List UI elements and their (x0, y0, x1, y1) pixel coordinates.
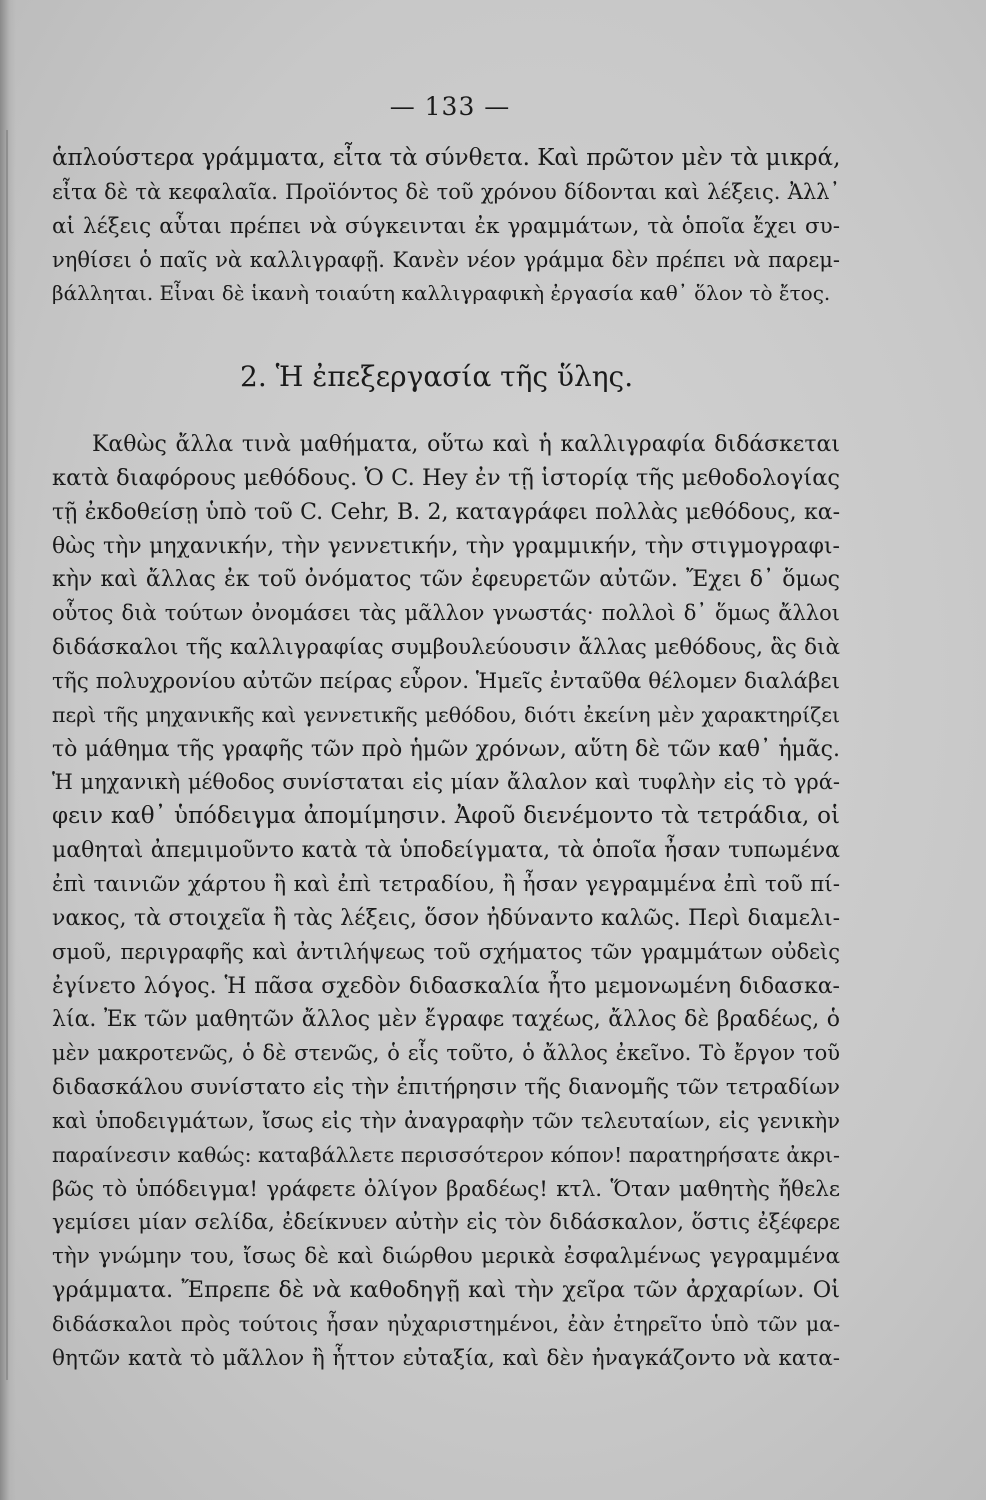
text-line: ἐπὶ ταινιῶν χάρτου ἢ καὶ ἐπὶ τετραδίου, ἢ ἦσαν γεγραμμένα ἐπὶ τοῦ πί- (52, 871, 840, 897)
text-line: τῇ ἐκδοθείσῃ ὑπὸ τοῦ C. Cehr, B. 2, καταγράφει πολλὰς μεθόδους, κα- (52, 499, 840, 525)
text-line: τῆς πολυχρονίου αὐτῶν πείρας εὗρον. Ἡμεῖς ἐνταῦθα θέλομεν διαλάβει (52, 668, 840, 694)
text-line: κατὰ διαφόρους μεθόδους. Ὁ C. Hey ἐν τῇ ἱστορίᾳ τῆς μεθοδολογίας (52, 464, 840, 491)
text-line: γράμματα. Ἔπρεπε δὲ νὰ καθοδηγῇ καὶ τὴν χεῖρα τῶν ἀρχαρίων. Οἱ (52, 1277, 840, 1304)
text-line: διδασκάλου συνίστατο εἰς τὴν ἐπιτήρησιν τῆς διανομῆς τῶν τετραδίων (52, 1075, 840, 1101)
text-line: θητῶν κατὰ τὸ μᾶλλον ἢ ἧττον εὐταξία, καὶ δὲν ἠναγκάζοντο νὰ κατα- (52, 1345, 840, 1371)
gutter-edge-line (6, 130, 8, 1380)
text-line: βῶς τὸ ὑπόδειγμα! γράφετε ὀλίγον βραδέως! κτλ. Ὅταν μαθητὴς ἤθελε (52, 1176, 840, 1202)
page-number: — 133 — (389, 92, 511, 121)
text-line: Καθὼς ἄλλα τινὰ μαθήματα, οὕτω καὶ ἡ καλλιγραφία διδάσκεται (92, 432, 840, 457)
section-heading: 2. Ἡ ἐπεξεργασία τῆς ὕλης. (240, 360, 634, 393)
text-line: τὴν γνώμην του, ἴσως δὲ καὶ διώρθου μερικὰ ἐσφαλμένως γεγραμμένα (52, 1244, 840, 1270)
text-line: διδάσκαλοι πρὸς τούτοις ἦσαν ηὐχαριστημένοι, ἐὰν ἐτηρεῖτο ὑπὸ τῶν μα- (52, 1311, 840, 1336)
text-line: φειν καθ᾽ ὑπόδειγμα ἀπομίμησιν. Ἀφοῦ διενέμοντο τὰ τετράδια, οἱ (52, 803, 840, 830)
text-line: θὼς τὴν μηχανικήν, τὴν γεννετικήν, τὴν γραμμικήν, τὴν στιγμογραφι- (52, 533, 840, 559)
text-line: μὲν μακροτενῶς, ὁ δὲ στενῶς, ὁ εἷς τοῦτο, ὁ ἄλλος ἐκεῖνο. Τὸ ἔργον τοῦ (52, 1041, 840, 1066)
text-line: οὗτος διὰ τούτων ὀνομάσει τὰς μᾶλλον γνωστάς· πολλοὶ δ᾽ ὅμως ἄλλοι (52, 601, 840, 626)
text-line: διδάσκαλοι τῆς καλλιγραφίας συμβουλεύουσιν ἄλλας μεθόδους, ἃς διὰ (52, 635, 840, 661)
text-line: βάλληται. Εἶναι δὲ ἱκανὴ τοιαύτη καλλιγραφικὴ ἐργασία καθ᾽ ὅλον τὸ ἔτος. (52, 281, 831, 306)
text-line: λία. Ἐκ τῶν μαθητῶν ἄλλος μὲν ἔγραφε ταχέως, ἄλλος δὲ βραδέως, ὁ (52, 1007, 840, 1033)
text-line: εἶτα δὲ τὰ κεφαλαῖα. Προϊόντος δὲ τοῦ χρόνου δίδονται καὶ λέξεις. Ἀλλ᾽ (52, 179, 840, 204)
text-line: παραίνεσιν καθώς: καταβάλλετε περισσότερον κόπον! παρατηρήσατε ἀκρι- (52, 1142, 840, 1167)
text-line: καὶ ὑποδειγμάτων, ἴσως εἰς τὴν ἀναγραφὴν τῶν τελευταίων, εἰς γενικὴν (52, 1108, 840, 1133)
intro-paragraph (52, 142, 840, 311)
text-line: μαθηταὶ ἀπεμιμοῦντο κατὰ τὰ ὑποδείγματα, τὰ ὁποῖα ἦσαν τυπωμένα (52, 838, 840, 864)
text-line: κὴν καὶ ἄλλας ἐκ τοῦ ὀνόματος τῶν ἐφευρετῶν αὐτῶν. Ἔχει δ᾽ ὅμως (52, 567, 840, 593)
text-line: ἁπλούστερα γράμματα, εἶτα τὰ σύνθετα. Καὶ πρῶτον μὲν τὰ μικρά, (52, 145, 841, 171)
text-line: σμοῦ, περιγραφῆς καὶ ἀντιλήψεως τοῦ σχήματος τῶν γραμμάτων οὐδεὶς (52, 939, 840, 964)
text-line: νακος, τὰ στοιχεῖα ἢ τὰς λέξεις, ὅσον ἠδύναντο καλῶς. Περὶ διαμελι- (52, 905, 840, 931)
text-line: τὸ μάθημα τῆς γραφῆς τῶν πρὸ ἡμῶν χρόνων, αὕτη δὲ τῶν καθ᾽ ἡμᾶς. (52, 736, 840, 762)
text-line: Ἡ μηχανικὴ μέθοδος συνίσταται εἰς μίαν ἄλαλον καὶ τυφλὴν εἰς τὸ γρά- (52, 770, 840, 795)
text-line: γεμίσει μίαν σελίδα, ἐδείκνυεν αὐτὴν εἰς τὸν διδάσκαλον, ὅστις ἐξέφερε (52, 1210, 840, 1235)
body-paragraph (52, 428, 840, 1376)
text-line: περὶ τῆς μηχανικῆς καὶ γεννετικῆς μεθόδου, διότι ἐκείνη μὲν χαρακτηρίζει (52, 702, 840, 727)
book-gutter-shadow (0, 0, 16, 1500)
text-line: νηθίσει ὁ παῖς νὰ καλλιγραφῇ. Κανὲν νέον γράμμα δὲν πρέπει νὰ παρεμ- (52, 247, 840, 272)
text-line: αἱ λέξεις αὗται πρέπει νὰ σύγκεινται ἐκ γραμμάτων, τὰ ὁποῖα ἔχει συ- (52, 213, 840, 239)
text-line: ἐγίνετο λόγος. Ἡ πᾶσα σχεδὸν διδασκαλία ἦτο μεμονωμένη διδασκα- (52, 973, 840, 999)
